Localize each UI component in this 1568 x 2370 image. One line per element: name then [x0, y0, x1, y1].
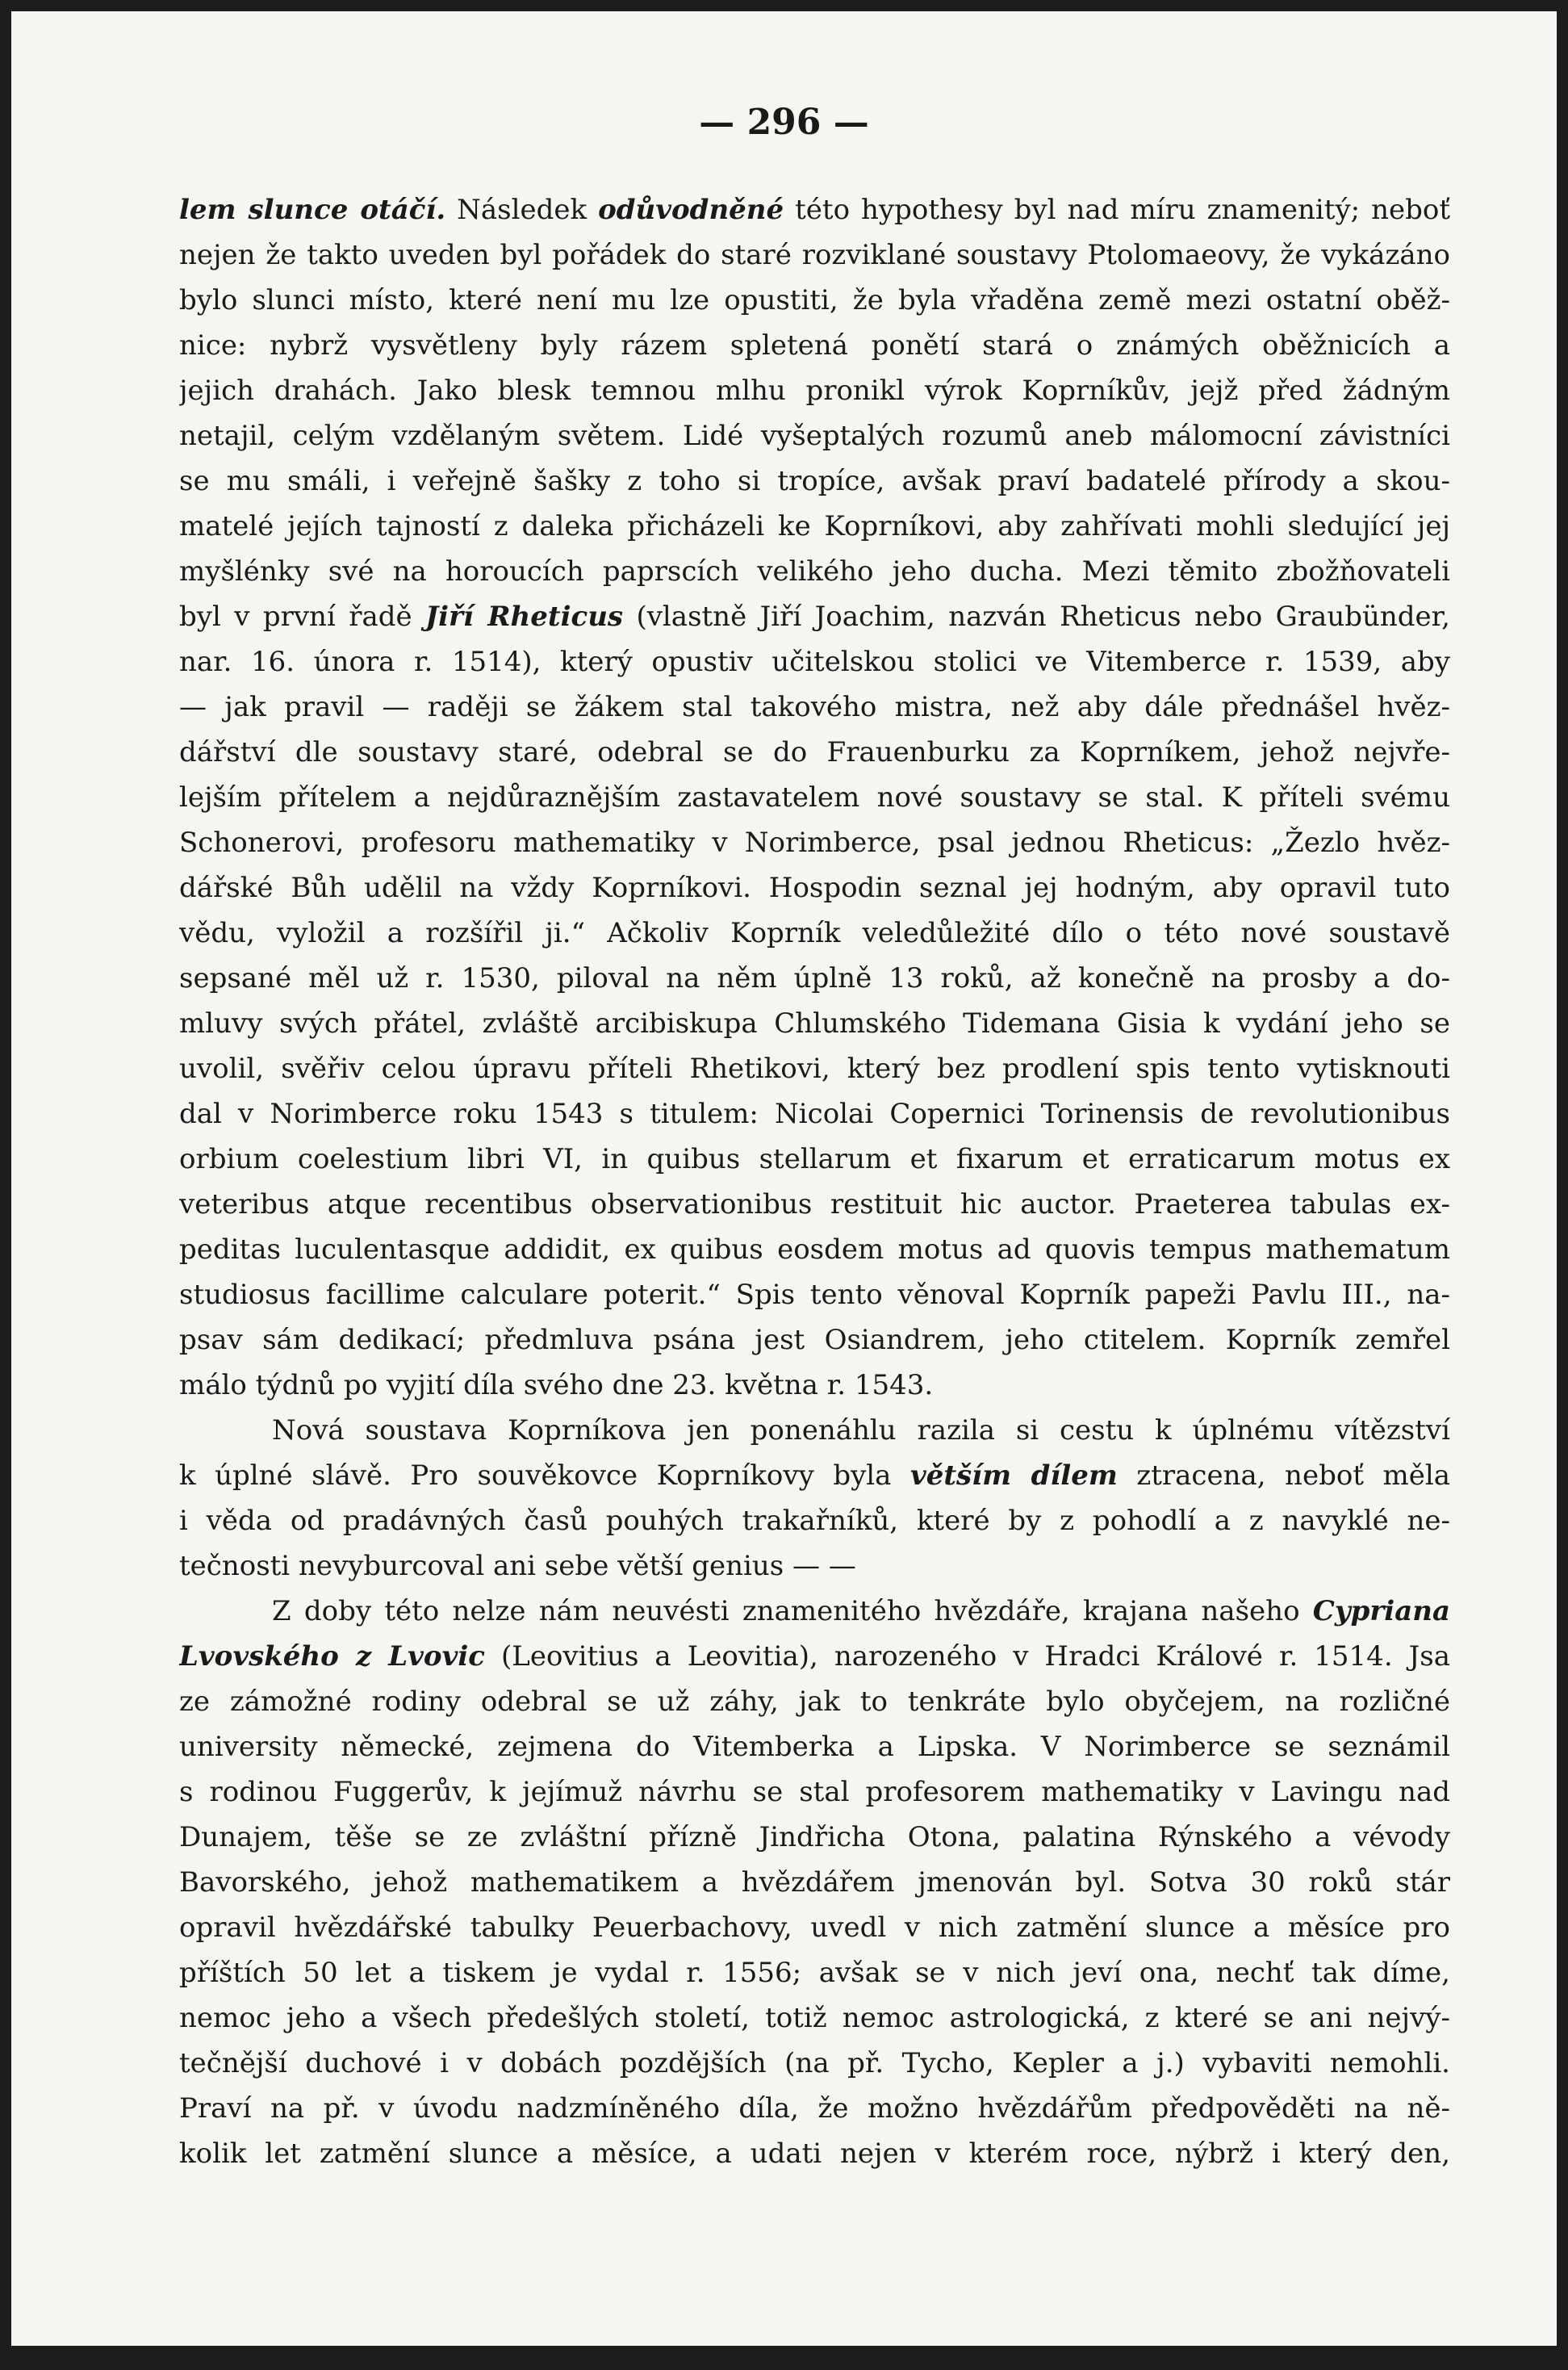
- text-line: [179, 1860, 1450, 1905]
- text-line: [179, 1453, 1450, 1498]
- text-line: [179, 323, 1450, 368]
- emphasis-text: Cypriana: [1312, 1595, 1450, 1627]
- text-line: [179, 413, 1450, 459]
- text-span: matelé jejích tajností z daleka přicházeli ke Koprníkovi, aby zahřívati mohli sledující jej: [179, 510, 1450, 542]
- text-line: [179, 956, 1450, 1001]
- text-line: [179, 1589, 1450, 1634]
- text-line: [179, 1182, 1450, 1227]
- body-text: [179, 187, 1450, 2176]
- text-line: [179, 1137, 1450, 1182]
- text-span: Dunajem, těše se ze zvláštní přízně Jindřicha Otona, palatina Rýnského a vévody: [179, 1821, 1450, 1853]
- text-span: Schonerovi, profesoru mathematiky v Norimberce, psal jednou Rheticus: „Žezlo hvěz-: [179, 827, 1450, 859]
- text-span: psav sám dedikací; předmluva psána jest Osiandrem, jeho ctitelem. Koprník zemřel: [179, 1324, 1450, 1356]
- text-line: [179, 639, 1450, 685]
- text-span: studiosus facillime calculare poterit.“ Spis tento věnoval Koprník papeži Pavlu III., na-: [179, 1279, 1450, 1311]
- emphasis-text: větším dílem: [909, 1459, 1118, 1492]
- text-span: mluvy svých přátel, zvláště arcibiskupa Chlumského Tidemana Gisia k vydání jeho se: [179, 1007, 1450, 1040]
- text-span: kolik let zatmění slunce a měsíce, a udati nejen v kterém roce, nýbrž i který den,: [179, 2138, 1450, 2170]
- emphasis-text: Lvovského z Lvovic: [179, 1640, 485, 1673]
- text-line: [179, 1995, 1450, 2041]
- text-span: nemoc jeho a všech předešlých století, totiž nemoc astrologická, z které se ani nejvý-: [179, 2002, 1450, 2034]
- text-span: tečnosti nevyburcoval ani sebe větší genius — —: [179, 1550, 856, 1582]
- text-span: i věda od pradávných časů pouhých trakařníků, které by z pohodlí a z navyklé ne-: [179, 1505, 1450, 1537]
- text-line: [179, 1634, 1450, 1679]
- text-span: Nová soustava Koprníkova jen ponenáhlu razila si cestu k úplnému vítězství: [272, 1414, 1450, 1447]
- text-span: příštích 50 let a tiskem je vydal r. 1556; avšak se v nich jeví ona, nechť tak díme,: [179, 1957, 1450, 1989]
- text-span: (vlastně Jiří Joachim, nazván Rheticus nebo Graubünder,: [623, 601, 1450, 633]
- text-span: ze zámožné rodiny odebral se už záhy, jak to tenkráte bylo obyčejem, na rozličné: [179, 1685, 1450, 1718]
- text-line: [179, 911, 1450, 956]
- text-line: [179, 1724, 1450, 1769]
- text-line: [179, 1498, 1450, 1543]
- text-line: [179, 775, 1450, 820]
- text-line: [179, 278, 1450, 323]
- emphasis-text: odůvodněné: [598, 194, 784, 226]
- text-line: [179, 1272, 1450, 1317]
- text-span: Bavorského, jehož mathematikem a hvězdářem jmenován byl. Sotva 30 roků stár: [179, 1866, 1450, 1899]
- text-line: [179, 368, 1450, 413]
- text-span: nar. 16. února r. 1514), který opustiv učitelskou stolici ve Vitemberce r. 1539, aby: [179, 646, 1450, 678]
- text-span: vědu, vyložil a rozšířil ji.“ Ačkoliv Koprník veledůležité dílo o této nové soustavě: [179, 917, 1450, 949]
- text-span: nejen že takto uveden byl pořádek do staré rozviklané soustavy Ptolomaeovy, že vykázáno: [179, 239, 1450, 271]
- text-line: [179, 1543, 1450, 1589]
- text-line: [179, 1227, 1450, 1272]
- text-line: [179, 459, 1450, 504]
- text-line: [179, 685, 1450, 730]
- text-span: dářství dle soustavy staré, odebral se do Frauenburku za Koprníkem, jehož nejvře-: [179, 736, 1450, 768]
- text-span: peditas luculentasque addidit, ex quibus eosdem motus ad quovis tempus mathematum: [179, 1233, 1450, 1266]
- text-span: (Leovitius a Leovitia), narozeného v Hradci Králové r. 1514. Jsa: [484, 1640, 1450, 1673]
- text-span: myšlénky své na horoucích paprscích velikého jeho ducha. Mezi těmito zbožňovateli: [179, 555, 1450, 588]
- text-span: této hypothesy byl nad míru znamenitý; neboť: [784, 194, 1450, 226]
- page-number: — 296 —: [699, 102, 869, 143]
- text-span: jejich drahách. Jako blesk temnou mlhu pronikl výrok Koprníkův, jejž před žádným: [179, 375, 1450, 407]
- text-line: [179, 1769, 1450, 1815]
- text-line: [179, 1046, 1450, 1091]
- text-line: [179, 2086, 1450, 2131]
- text-line: [179, 2131, 1450, 2176]
- text-span: málo týdnů po vyjití díla svého dne 23. května r. 1543.: [179, 1369, 934, 1401]
- text-span: nice: nybrž vysvětleny byly rázem spletená ponětí stará o známých oběžnicích a: [179, 329, 1450, 362]
- text-line: [179, 1679, 1450, 1724]
- text-line: [179, 232, 1450, 278]
- text-line: [179, 730, 1450, 775]
- text-line: [179, 1950, 1450, 1995]
- text-span: Praví na př. v úvodu nadzmíněného díla, že možno hvězdářům předpověděti na ně-: [179, 2092, 1450, 2125]
- text-span: s rodinou Fuggerův, k jejímuž návrhu se stal profesorem mathematiky v Lavingu nad: [179, 1776, 1450, 1808]
- text-span: opravil hvězdářské tabulky Peuerbachovy, uvedl v nich zatmění slunce a měsíce pro: [179, 1911, 1450, 1944]
- text-line: [179, 1317, 1450, 1363]
- text-span: ztracena, neboť měla: [1117, 1459, 1450, 1492]
- text-span: dářské Bůh udělil na vždy Koprníkovi. Hospodin seznal jej hodným, aby opravil tuto: [179, 872, 1450, 904]
- text-line: [179, 1815, 1450, 1860]
- text-span: Z doby této nelze nám neuvésti znamenitého hvězdáře, krajana našeho: [272, 1595, 1313, 1627]
- text-span: university německé, zejmena do Vitemberka a Lipska. V Norimberce se seznámil: [179, 1731, 1450, 1763]
- emphasis-text: lem slunce otáčí.: [179, 194, 446, 226]
- text-line: [179, 594, 1450, 639]
- text-span: k úplné slávě. Pro souvěkovce Koprníkovy byla: [179, 1459, 910, 1492]
- text-line: [179, 1091, 1450, 1137]
- text-line: [179, 820, 1450, 865]
- text-span: bylo slunci místo, které není mu lze opustiti, že byla vřaděna země mezi ostatní oběž-: [179, 284, 1450, 316]
- text-span: byl v první řadě: [179, 601, 426, 633]
- text-span: se mu smáli, i veřejně šašky z toho si tropíce, avšak praví badatelé přírody a skou-: [179, 465, 1450, 497]
- text-span: veteribus atque recentibus observationibus restituit hic auctor. Praeterea tabulas ex-: [179, 1188, 1450, 1221]
- text-line: [179, 1905, 1450, 1950]
- text-span: Následek: [445, 194, 599, 226]
- text-span: orbium coelestium libri VI, in quibus stellarum et fixarum et erraticarum motus ex: [179, 1143, 1450, 1175]
- text-line: [179, 549, 1450, 594]
- text-span: netajil, celým vzdělaným světem. Lidé vyšeptalých rozumů aneb málomocní závistníci: [179, 420, 1450, 452]
- text-line: [179, 1363, 1450, 1408]
- emphasis-text: Jiří Rheticus: [425, 601, 624, 633]
- text-line: [179, 187, 1450, 232]
- text-span: — jak pravil — raději se žákem stal takového mistra, než aby dále přednášel hvěz-: [179, 691, 1450, 723]
- text-span: tečnější duchové i v dobách pozdějších (na př. Tycho, Kepler a j.) vybaviti nemohli.: [179, 2047, 1450, 2079]
- text-line: [179, 1001, 1450, 1046]
- text-span: lejším přítelem a nejdůraznějším zastavatelem nové soustavy se stal. K příteli svému: [179, 781, 1450, 814]
- text-span: sepsané měl už r. 1530, piloval na něm úplně 13 roků, až konečně na prosby a do-: [179, 962, 1450, 994]
- text-line: [179, 1408, 1450, 1453]
- text-line: [179, 504, 1450, 549]
- text-line: [179, 865, 1450, 911]
- text-span: uvolil, svěřiv celou úpravu příteli Rhetikovi, který bez prodlení spis tento vytisknouti: [179, 1053, 1450, 1085]
- text-line: [179, 2041, 1450, 2086]
- text-span: dal v Norimberce roku 1543 s titulem: Nicolai Copernici Torinensis de revolutionibus: [179, 1098, 1450, 1130]
